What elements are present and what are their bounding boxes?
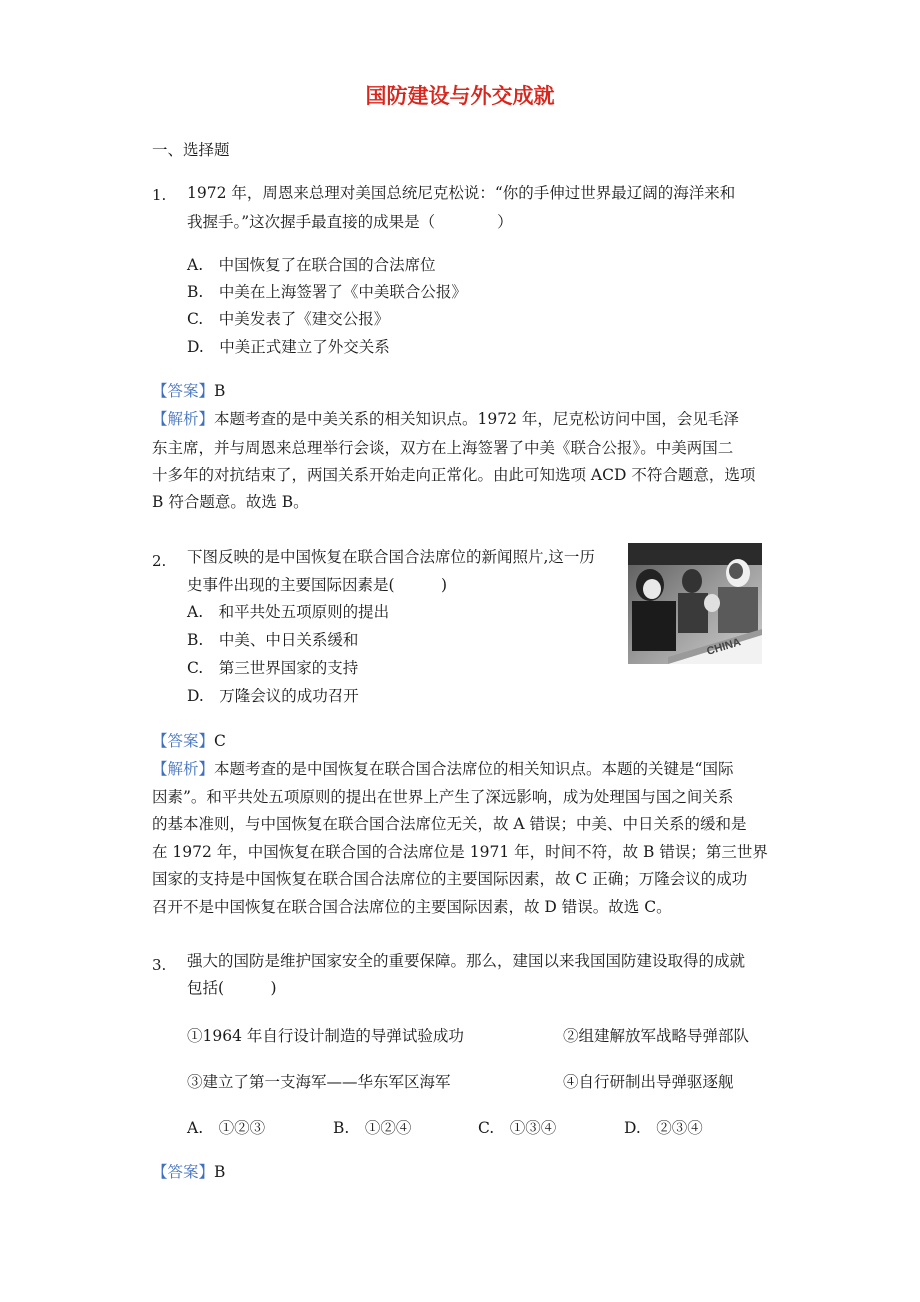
answer-line: [152, 729, 226, 751]
analysis-line: [152, 407, 739, 429]
answer-value: B: [214, 1163, 226, 1181]
analysis-text: 本题考查的是中国恢复在联合国合法席位的相关知识点。本题的关键是“国际: [214, 760, 734, 778]
option-d: D. 万隆会议的成功召开: [187, 687, 359, 705]
analysis-line: [152, 757, 733, 779]
option-b: B. ①②④: [333, 1119, 412, 1137]
answer-tag: 【答案】: [152, 1163, 215, 1181]
analysis-line: 召开不是中国恢复在联合国合法席位的主要国际因素，故 D 错误。故选 C。: [152, 898, 672, 916]
document-title: 国防建设与外交成就: [365, 84, 555, 108]
analysis-tag: 【解析】: [152, 760, 215, 778]
answer-line: [152, 379, 225, 401]
answer-line: [152, 1160, 225, 1182]
analysis-text: 本题考查的是中美关系的相关知识点。1972 年，尼克松访问中国，会见毛泽: [214, 410, 739, 428]
question-number: 2.: [152, 552, 167, 570]
option-b: B. 中美在上海签署了《中美联合公报》: [187, 283, 467, 301]
statement-2: ②组建解放军战略导弹部队: [563, 1027, 750, 1045]
statement-1: ①1964 年自行设计制造的导弹试验成功: [187, 1027, 464, 1045]
question-stem-line: 下图反映的是中国恢复在联合国合法席位的新闻照片,这一历: [187, 548, 595, 566]
answer-tag: 【答案】: [152, 732, 215, 750]
option-c: C. 中美发表了《建交公报》: [187, 310, 390, 328]
statement-3: ③建立了第一支海军——华东军区海军: [187, 1073, 451, 1091]
question-stem-line: 史事件出现的主要国际因素是( ): [187, 576, 448, 594]
news-photo-graphic: [628, 543, 762, 664]
option-a: A. 和平共处五项原则的提出: [187, 603, 390, 621]
question-number: 3.: [152, 956, 167, 974]
analysis-line: 十多年的对抗结束了，两国关系开始走向正常化。由此可知选项 ACD 不符合题意，选项: [152, 466, 756, 484]
option-d: D. 中美正式建立了外交关系: [187, 338, 390, 356]
analysis-tag: 【解析】: [152, 410, 215, 428]
option-a: A. 中国恢复了在联合国的合法席位: [187, 256, 436, 274]
news-photo: [628, 543, 762, 664]
option-b: B. 中美、中日关系缓和: [187, 631, 359, 649]
question-stem-line: 我握手。”这次握手最直接的成果是（ ）: [187, 213, 513, 231]
photo-sign-text: CHINA: [705, 636, 743, 658]
analysis-line: 因素”。和平共处五项原则的提出在世界上产生了深远影响，成为处理国与国之间关系: [152, 788, 734, 806]
question-stem-line: 包括( ): [187, 979, 277, 997]
answer-value: B: [214, 382, 226, 400]
analysis-line: 国家的支持是中国恢复在联合国合法席位的主要国际因素，故 C 正确；万隆会议的成功: [152, 870, 748, 888]
analysis-line: 东主席，并与周恩来总理举行会谈，双方在上海签署了中美《联合公报》。中美两国二: [152, 439, 734, 457]
analysis-line: B 符合题意。故选 B。: [152, 493, 309, 511]
option-a: A. ①②③: [187, 1119, 266, 1137]
option-c: C. ①③④: [478, 1119, 557, 1137]
analysis-line: 的基本准则，与中国恢复在联合国合法席位无关，故 A 错误；中美、中日关系的缓和是: [152, 815, 747, 833]
answer-tag: 【答案】: [152, 382, 215, 400]
answer-value: C: [214, 732, 226, 750]
question-stem-line: 强大的国防是维护国家安全的重要保障。那么，建国以来我国国防建设取得的成就: [187, 952, 746, 970]
analysis-line: 在 1972 年，中国恢复在联合国的合法席位是 1971 年，时间不符，故 B 错误；第三世界: [152, 843, 768, 861]
option-d: D. ②③④: [624, 1119, 703, 1137]
question-stem-line: 1972 年，周恩来总理对美国总统尼克松说：“你的手伸过世界最辽阔的海洋来和: [187, 184, 736, 202]
statement-4: ④自行研制出导弹驱逐舰: [563, 1073, 734, 1091]
section-heading: 一、选择题: [152, 141, 230, 159]
option-c: C. 第三世界国家的支持: [187, 659, 359, 677]
question-number: 1.: [152, 186, 167, 204]
